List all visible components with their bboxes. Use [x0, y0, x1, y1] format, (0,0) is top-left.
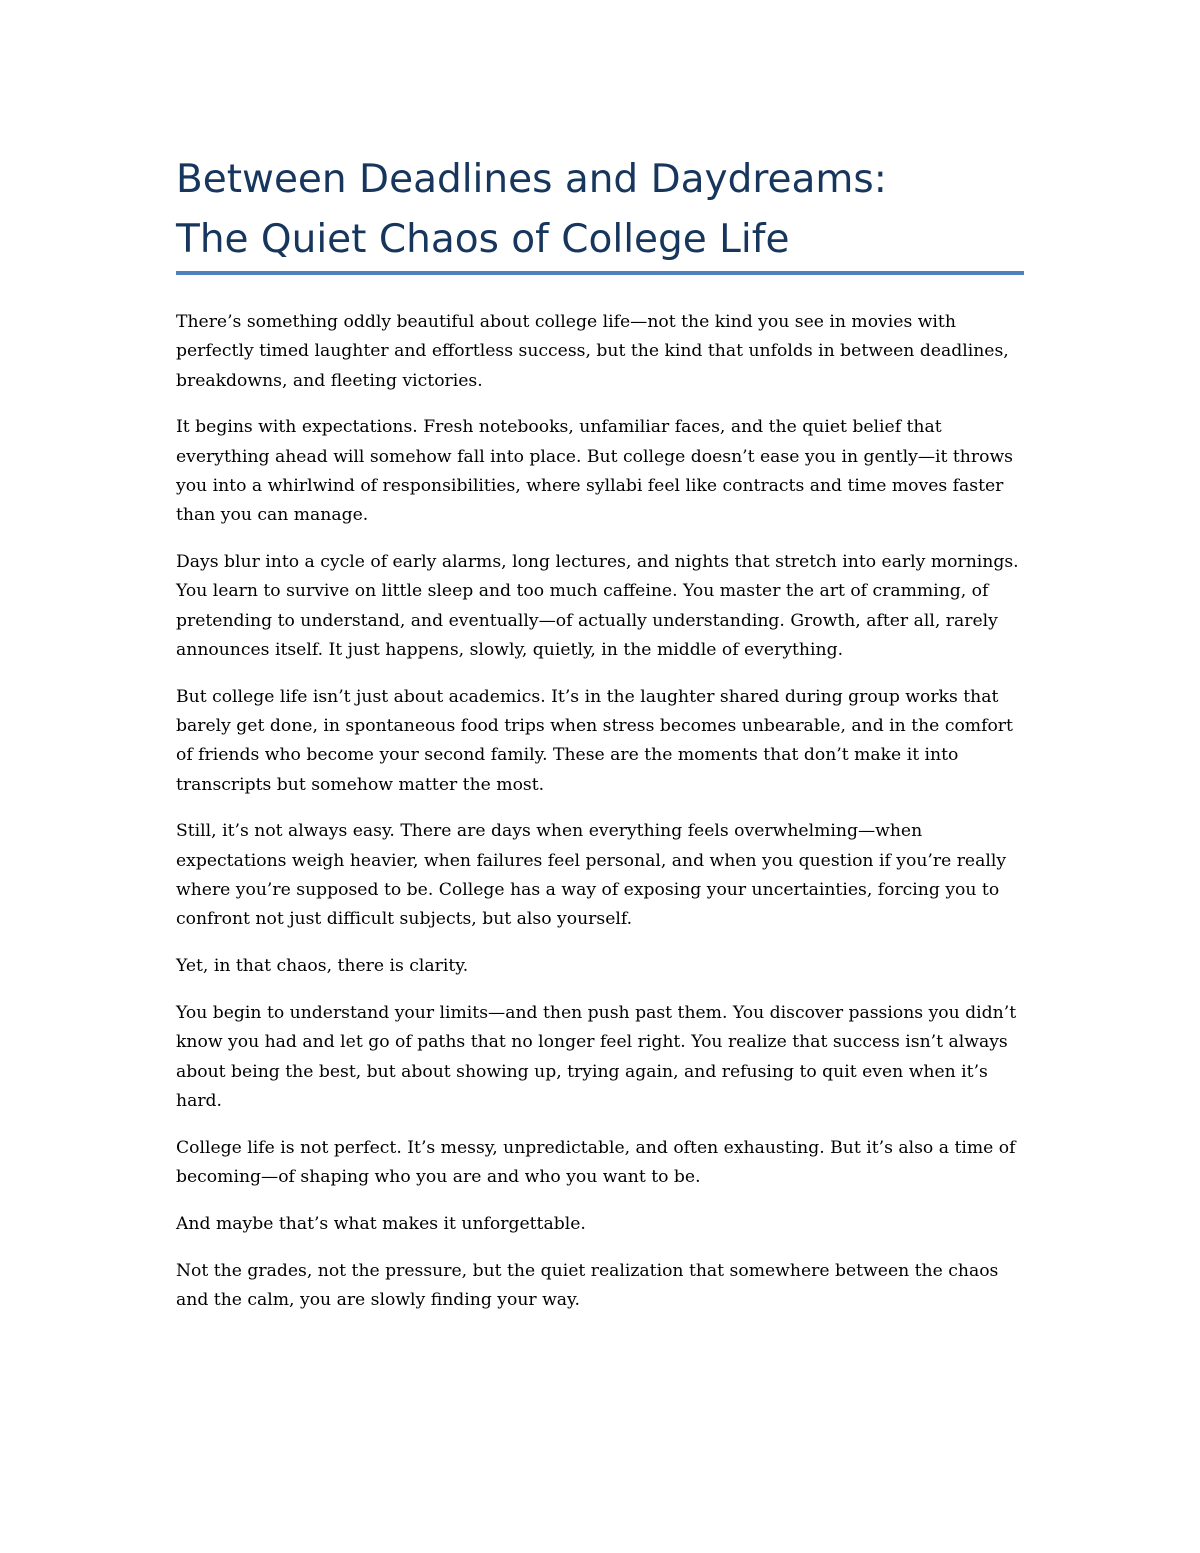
paragraph-3: Days blur into a cycle of early alarms, long lectures, and nights that stretch into early mornings. You learn to survive on little sleep and too much caffeine. You master the art of cramming, of pretending to understand, and eventually—of actually understanding. Growth, after all, rarely announces itself. It just happens, slowly, quietly, in the middle of everything.	[176, 552, 1019, 660]
title-line-2: The Quiet Chaos of College Life	[176, 217, 790, 262]
paragraph-7: You begin to understand your limits—and then push past them. You discover passions you didn’t know you had and let go of paths that no longer feel right. You realize that success isn’t always about being the best, but about showing up, trying again, and refusing to quit even when it’s hard.	[176, 1002, 1017, 1111]
document-body	[176, 308, 1024, 1333]
paragraph-8: College life is not perfect. It’s messy, unpredictable, and often exhausting. But it’s also a time of becoming—of shaping who you are and who you want to be.	[176, 1137, 1016, 1187]
title-line-1: Between Deadlines and Daydreams:	[176, 157, 887, 202]
paragraph-1: There’s something oddly beautiful about college life—not the kind you see in movies with perfectly timed laughter and effortless success, but the kind that unfolds in between deadlines, breakdowns, and fleeting victories.	[176, 312, 1009, 391]
title-underline-rule	[176, 271, 1024, 275]
document-title	[176, 150, 1036, 270]
paragraph-5: Still, it’s not always easy. There are days when everything feels overwhelming—when expectations weigh heavier, when failures feel personal, and when you question if you’re really where you’re supposed to be. College has a way of exposing your uncertainties, forcing you to confront not just difficult subjects, but also yourself.	[176, 821, 1007, 930]
paragraph-2: It begins with expectations. Fresh notebooks, unfamiliar faces, and the quiet belief that everything ahead will somehow fall into place. But college doesn’t ease you in gently—it throws you into a whirlwind of responsibilities, where syllabi feel like contracts and time moves faster than you can manage.	[176, 417, 1013, 526]
paragraph-6: Yet, in that chaos, there is clarity.	[176, 956, 469, 977]
paragraph-4: But college life isn’t just about academics. It’s in the laughter shared during group works that barely get done, in spontaneous food trips when stress becomes unbearable, and in the comfort of friends who become your second family. These are the moments that don’t make it into transcripts but somehow matter the most.	[176, 686, 1013, 795]
paragraph-10: Not the grades, not the pressure, but the quiet realization that somewhere between the chaos and the calm, you are slowly finding your way.	[176, 1260, 999, 1310]
paragraph-9: And maybe that’s what makes it unforgettable.	[176, 1213, 586, 1234]
